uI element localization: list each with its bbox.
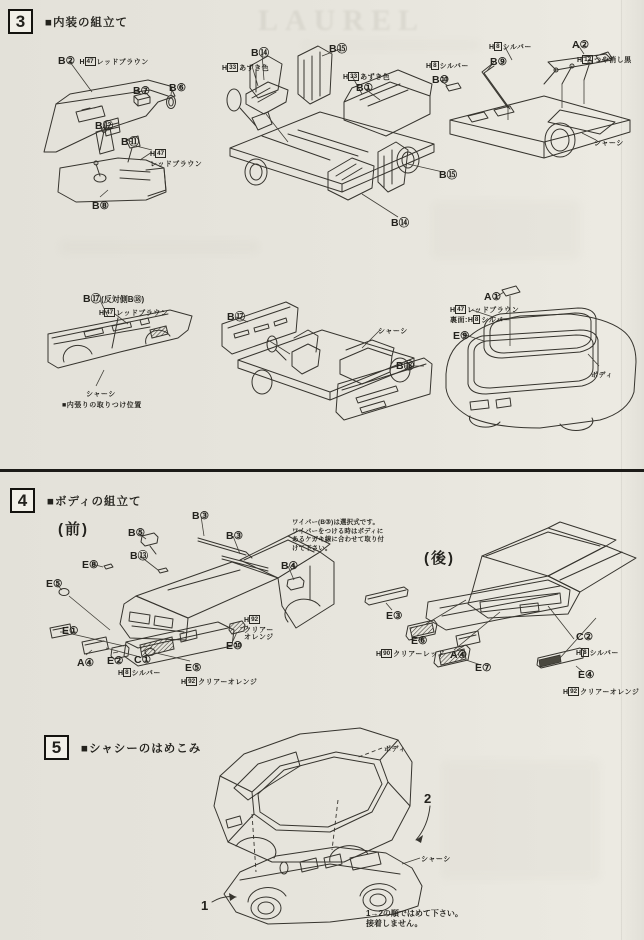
paint-label-azuki-seat: H 33 あずき色	[222, 64, 270, 72]
paint-label-redbrown-doortrim: H 47 レッドブラウン	[99, 309, 169, 317]
label-b2-dashboard: B② H 47 レッドブラウン	[58, 55, 149, 67]
step5-number: 5	[44, 735, 69, 760]
caption-chassis-4: シャーシ	[421, 856, 451, 863]
label-b17: B⑰	[227, 311, 246, 323]
caption-front: (前)	[58, 521, 89, 538]
label-c1-grille: C①	[134, 654, 151, 666]
caption-chassis-3: シャーシ	[378, 328, 408, 335]
caption-trim-position: ■内張りの取りつけ位置	[62, 402, 142, 409]
caption-body-1: ボディ	[591, 372, 613, 379]
label-b17-b18-detail: B⑰(反対側B⑱)	[83, 293, 145, 305]
step5-header	[44, 735, 201, 760]
label-b13: B⑬	[130, 550, 149, 562]
caption-chassis-2: シャーシ	[86, 391, 116, 398]
label-e8: E⑧	[82, 559, 99, 571]
step4-title: ■ボディの組立て	[47, 495, 142, 508]
paint-label-flatblack-a2: H 12 つや消し黒	[577, 56, 632, 64]
step4-number: 4	[10, 488, 35, 513]
section-divider	[0, 469, 644, 472]
paint-label-clearorange-e5: H 92 クリアーオレンジ	[181, 678, 258, 686]
label-b1-bench: B①	[356, 82, 373, 94]
paint-label-redbrown-a1: H 47 レッドブラウン	[450, 306, 520, 314]
body-drop-diagram	[212, 728, 430, 924]
label-e2: E②	[107, 655, 124, 667]
paint-label-silver-b9: H 8 シルバー	[489, 43, 532, 51]
caption-body-2: ボディ	[384, 746, 406, 753]
label-b12: B⑫	[95, 120, 114, 132]
paint-label-clearorange-e4: H 92 クリアーオレンジ	[563, 688, 640, 696]
caption-chassis-1: シャーシ	[594, 140, 624, 147]
step3-header	[8, 9, 128, 34]
wiper-note: ワイパー(B③)は選択式です。 ワイパーをつける時はボディに あるケガキ線に合わせて取り付 けて下さい。	[292, 519, 385, 552]
label-a2: A②	[572, 39, 589, 51]
paint-label-clearorange-e10: H 92 クリアー オレンジ	[244, 616, 274, 642]
label-e3: E③	[386, 610, 403, 622]
step5-title: ■シャシーのはめこみ	[81, 742, 202, 755]
paint-label-silver-c1: H 8 シルバー	[118, 669, 161, 677]
label-a4-front-plate: A④	[77, 657, 94, 669]
showthrough-title: LAUREL	[258, 4, 426, 37]
label-b18: B⑱	[396, 360, 415, 372]
label-b11: B⑪	[121, 136, 140, 148]
paint-label-redbrown-console: H 47 レッドブラウン	[150, 150, 203, 168]
label-b3-wiper-2: B③	[226, 530, 243, 542]
label-e4: E④	[578, 669, 595, 681]
step3-title: ■内装の組立て	[45, 16, 128, 29]
label-e9-glazing: E⑨	[453, 330, 470, 342]
caption-rear: (後)	[424, 550, 455, 567]
label-b4-mirror: B④	[281, 560, 298, 572]
label-b7: B⑦	[133, 85, 150, 97]
step4-header	[10, 488, 142, 513]
label-b6: B⑥	[169, 82, 186, 94]
step3-number: 3	[8, 9, 33, 34]
label-e5-right: E⑤	[185, 662, 202, 674]
paint-label-silver-b10: H 8 シルバー	[426, 62, 469, 70]
label-b14-lower: B⑭	[391, 217, 410, 229]
order-number-1: 1	[201, 898, 209, 913]
fit-order-note: 1→2の順ではめて下さい。 接着しません。	[366, 909, 463, 929]
label-c2-bumper: C②	[576, 631, 593, 643]
label-e6: E⑥	[411, 635, 428, 647]
label-b5-mirror: B⑤	[128, 527, 145, 539]
label-b8: B⑧	[92, 200, 109, 212]
paint-label-silver-c2: H 8 シルバー	[576, 649, 619, 657]
paint-label-silver-backside: 裏面:H 8 シルバー	[450, 316, 511, 324]
label-b15-seatback: B⑮	[329, 43, 348, 55]
label-b14-seat: B⑭	[251, 47, 270, 59]
label-b15-lower: B⑮	[439, 169, 458, 181]
label-b10: B⑩	[432, 74, 449, 86]
paint-label-azuki-bench: H 33 あずき色	[343, 73, 391, 81]
paint-label-clearred-e6: H 90 クリアーレッド	[376, 650, 446, 658]
label-a1-mirror: A①	[484, 291, 501, 303]
label-b3-wiper-1: B③	[192, 510, 209, 522]
label-e1: E①	[62, 625, 79, 637]
order-number-2: 2	[424, 791, 432, 806]
label-e7: E⑦	[475, 662, 492, 674]
label-e5-left: E⑤	[46, 578, 63, 590]
label-b9: B⑨	[490, 56, 507, 68]
label-e10: E⑩	[226, 640, 243, 652]
label-a4-rear-plate: A④	[450, 649, 467, 661]
